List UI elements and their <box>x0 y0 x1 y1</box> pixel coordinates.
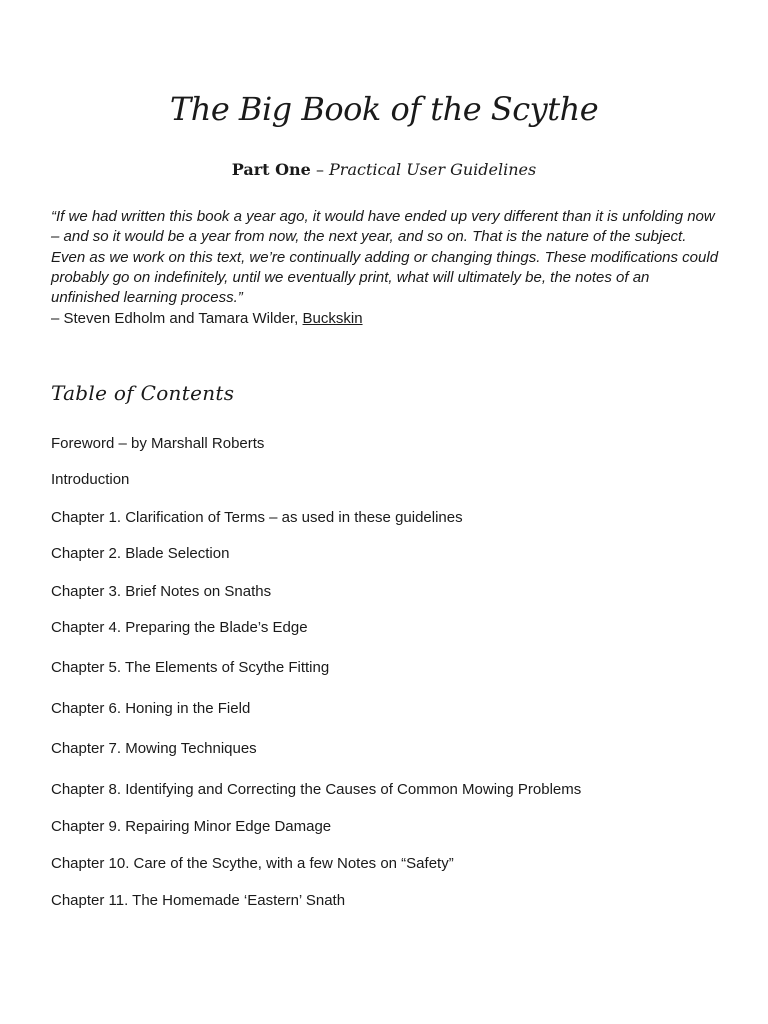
toc-heading: Table of Contents <box>51 381 235 405</box>
toc-item-chapter-4: Chapter 4. Preparing the Blade’s Edge <box>51 619 308 636</box>
toc-item-chapter-11: Chapter 11. The Homemade ‘Eastern’ Snath <box>51 892 346 909</box>
toc-item-chapter-6: Chapter 6. Honing in the Field <box>51 700 251 717</box>
document-title: The Big Book of the Scythe <box>169 90 599 128</box>
toc-item-chapter-10: Chapter 10. Care of the Scythe, with a few Notes on “Safety” <box>51 855 454 872</box>
toc-item-chapter-2: Chapter 2. Blade Selection <box>51 545 230 562</box>
toc-item-chapter-3: Chapter 3. Brief Notes on Snaths <box>51 583 272 600</box>
epigraph-attribution <box>51 309 363 329</box>
subtitle-rest: Practical User Guidelines <box>329 160 537 179</box>
attribution-book-title: Buckskin <box>302 310 363 327</box>
document-subtitle <box>0 160 768 179</box>
subtitle-part: Part One <box>231 160 311 179</box>
toc-item-chapter-7: Chapter 7. Mowing Techniques <box>51 740 257 757</box>
toc-item-chapter-5: Chapter 5. The Elements of Scythe Fitting <box>51 659 330 676</box>
subtitle-separator: – <box>310 160 330 179</box>
toc-item-foreword: Foreword – by Marshall Roberts <box>51 435 265 452</box>
toc-item-chapter-1: Chapter 1. Clarification of Terms – as used in these guidelines <box>51 509 463 526</box>
epigraph-quote: “If we had written this book a year ago, it would have ended up very different than it is unfolding now – and so it would be a year from now, the next year, and so on. That is the nature of the subject. Even as we work on this text, we’re continually adding or changing things. These modifications could probably go on indefinitely, until we eventually print, what will ultimately be, the notes of an unfinished learning process.” <box>51 208 719 307</box>
attribution-authors: – Steven Edholm and Tamara Wilder, <box>51 310 303 327</box>
toc-item-introduction: Introduction <box>51 471 130 488</box>
toc-item-chapter-9: Chapter 9. Repairing Minor Edge Damage <box>51 818 332 835</box>
toc-item-chapter-8: Chapter 8. Identifying and Correcting the Causes of Common Mowing Problems <box>51 781 582 798</box>
